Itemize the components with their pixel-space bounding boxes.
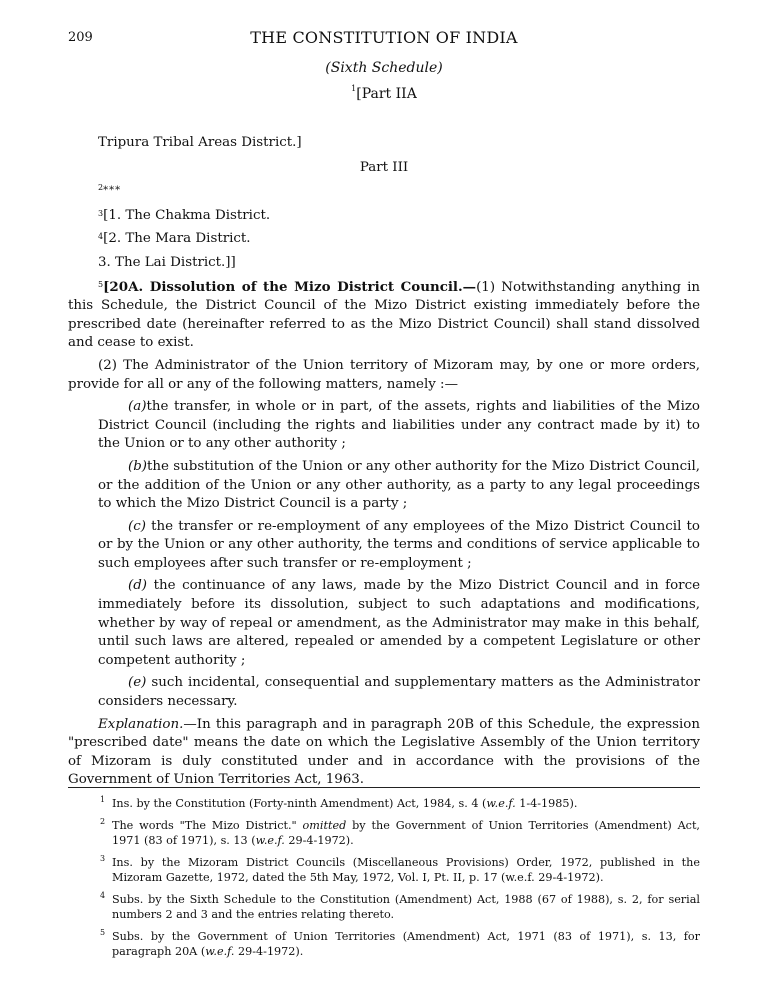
district-item [68,230,700,249]
document-body [68,134,700,790]
explanation-label: Explanation. [98,716,184,732]
paragraph-2: (2) The Administrator of the Union territory of Mizoram may, by one or more orders, provide for all or any of the following matters, namely :— [68,357,700,392]
paragraph-text: (1) Notwithstanding anything in this Schedule, the District Council of the Mizo District existing immediately before the prescribed date (hereinafter referred to as the Mizo District Council) shall stand dissolved and cease to exist. [68,279,700,351]
footnote-text: omitted [302,818,347,832]
footnote-text: 1-4-1985). [515,797,578,810]
clause-text: the continuance of any laws, made by the Mizo District Council and in force immediately before its dissolution, subject to such adaptations and modifications, whether by way of repeal or amendment, as the Administrator may make in this behalf, until such laws are altered, repealed or amended by a competent Legislature or other competent authority ; [98,578,700,668]
clause-d [68,577,700,670]
footnote-ref: 5 [98,279,104,289]
footnote-text: The words "The Mizo District." [112,818,303,832]
clause-e [68,674,700,711]
footnote-text: w.e.f. [205,945,235,958]
clause-a [68,398,700,454]
district-text: [2. The Mara District. [103,231,251,247]
document-title: THE CONSTITUTION OF INDIA [250,28,518,47]
footnote-text: Ins. by the Constitution (Forty-ninth Amendment) Act, 1984, s. 4 ( [112,797,487,810]
clause-text: the transfer or re-employment of any employees of the Mizo District Council to or by the Union or any other authority, the terms and conditions of service applicable to such employees after such transfer or re-employment ; [98,518,700,571]
footnote-text: w.e.f. [255,834,285,847]
footnote [68,855,700,886]
footnote [68,796,700,812]
omission-line [68,181,700,201]
footnote [68,892,700,923]
part-marker [0,86,768,102]
paragraph-heading: [20A. Dissolution of the Mizo District Council.— [103,278,477,295]
explanation-text: —In this paragraph and in paragraph 20B of this Schedule, the expression "prescribed date" means the date on which the Legislative Assembly of the Union territory of Mizoram is duly constituted under and in accordance with the provisions of the Government of Union Territories Act, 1963. [68,716,700,788]
footnote-number: 5 [100,927,106,937]
part-heading: Part III [359,159,409,175]
clause-label: (e) [128,675,147,691]
footnote-number: 2 [100,816,106,826]
footnote-ref: 3 [98,208,104,218]
district-text: 3. The Lai District.]] [98,254,236,270]
footnote-number: 4 [100,890,106,900]
footnotes [68,796,700,966]
footnote-text: by the Government of Union Territories (Amendment) Act, 1971 (83 of 1971), s. 13 ( [112,818,700,847]
clause-b [68,458,700,514]
footnote-number: 1 [100,795,106,804]
footnote-text: 29-4-1972). [234,945,304,958]
page-number: 209 [68,30,93,45]
explanation [68,716,700,790]
clause-text: the substitution of the Union or any other authority for the Mizo District Council, or the addition of the Union or any other authority, as a party to any legal proceedings to which the Mizo District Council is a party ; [98,458,700,512]
omission-mark: *** [103,185,122,197]
tripura-line: Tripura Tribal Areas District.] [98,135,302,150]
footnote-ref: 1 [351,84,357,93]
footnote [68,818,700,849]
clause-text: such incidental, consequential and supplementary matters as the Administrator considers necessary. [98,675,700,710]
footnote-text: w.e.f. [486,797,516,810]
footnote-ref: 4 [98,232,104,242]
district-item [68,254,700,273]
part-marker-text: [Part IIA [356,86,417,102]
clause-text: the transfer, in whole or in part, of the assets, rights and liabilities of the Mizo District Council (including the rights and liabilities under any contract made by it) to the Union or to any other authority ; [98,399,700,452]
footnote-text: Ins. by the Mizoram District Councils (Miscellaneous Provisions) Order, 1972, published in the Mizoram Gazette, 1972, dated the 5th May, 1972, Vol. I, Pt. II, p. 17 (w.e.f. 29-4-1972). [112,855,700,884]
clause-label: (d) [128,578,148,594]
footnote-text: 29-4-1972). [284,834,354,847]
clause-label: (c) [128,518,146,534]
clause-c [68,518,700,574]
paragraph-20a [68,278,700,353]
schedule-subtitle: (Sixth Schedule) [325,60,443,76]
district-item [68,207,700,226]
footnote-text: Subs. by the Government of Union Territories (Amendment) Act, 1971 (83 of 1971), s. 13, for paragraph 20A ( [112,929,700,958]
footnote-ref: 2 [98,183,104,193]
footnote-divider [68,787,700,788]
clause-label: (a) [128,399,147,415]
footnote-number: 3 [100,853,106,863]
clause-label: (b) [128,458,148,474]
district-text: [1. The Chakma District. [103,207,271,223]
footnote [68,929,700,960]
footnote-text: Subs. by the Sixth Schedule to the Constitution (Amendment) Act, 1988 (67 of 1988), s. 2, for serial numbers 2 and 3 and the entries relating thereto. [112,892,700,921]
